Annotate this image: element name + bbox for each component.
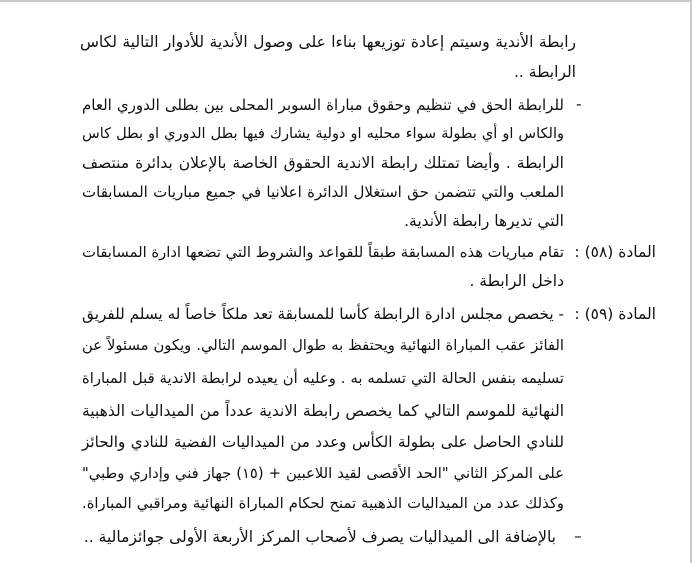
article-58-line-1: تقام مباريات هذه المسابقة طبقاً للقواعد والشروط التي تضعها ادارة المسابقات xyxy=(81,244,564,261)
block3-bullet: – xyxy=(574,527,582,545)
block2-line-1: للرابطة الحق في تنظيم وحقوق مباراة السوبر المحلى بين بطلى الدوري العام xyxy=(82,96,564,114)
article-59-line-7: وكذلك عدد من الميداليات الذهبية تمنح لحكام المباراة النهائية ومراقبي المباراة. xyxy=(82,495,564,512)
article-58-line-2: داخل الرابطة . xyxy=(469,272,564,290)
article-59-label: المادة (٥٩) : xyxy=(574,305,656,323)
block1-line-1: رابطة الأندية وسيتم إعادة توزيعها بناءا على وصول الأندية للأدوار التالية لكاس xyxy=(80,33,576,51)
article-58-label: المادة (٥٨) : xyxy=(574,243,656,261)
article-59-line-2: الفائز عقب المباراة النهائية ويحتفظ به طوال الموسم التالي. ويكون مسئولاً عن xyxy=(82,337,564,354)
block2-line-2: والكاس او أي بطولة سواء محليه او دولية يشارك فيها بطل الدوري او بطل كاس xyxy=(82,126,564,142)
block1-line-2: الرابطة .. xyxy=(513,63,576,81)
block2-line-5: التي تديرها رابطة الأندية. xyxy=(404,212,564,230)
block3-line-1: بالإضافة الى الميداليات يصرف لأصحاب المركز الأربعة الأولى جوائزمالية .. xyxy=(83,528,556,546)
article-59-line-6: على المركز الثاني "الحد الأقصى لقيد اللاعبين + (١٥) جهاز فني وإداري وطبي" xyxy=(82,465,564,482)
block2-line-3: الرابطة . وأيضا تمتلك رابطة الاندية الحقوق الخاصة بالإعلان بدائرة منتصف xyxy=(82,154,564,172)
article-59-line-1: - يخصص مجلس ادارة الرابطة كأسا للمسابقة تعد ملكاً خاصاً له يسلم للفريق xyxy=(82,305,564,323)
article-59-line-4: النهائية للموسم التالي كما يخصص رابطة الاندية عدداً من الميداليات الذهبية xyxy=(82,402,564,420)
block2-bullet: - xyxy=(576,95,582,113)
article-59-line-5: للنادي الحاصل على بطولة الكأس وعدد من الميداليات الفضية للنادي والحائز xyxy=(82,433,564,451)
article-59-line-3: تسليمه بنفس الحالة التي تسلمه به . وعليه أن يعيده لرابطة الاندية قبل المباراة xyxy=(82,370,564,387)
block2-line-4: الملعب والتي تتضمن حق استغلال الدائرة اعلانيا في جميع مباريات المسابقات xyxy=(82,183,564,201)
